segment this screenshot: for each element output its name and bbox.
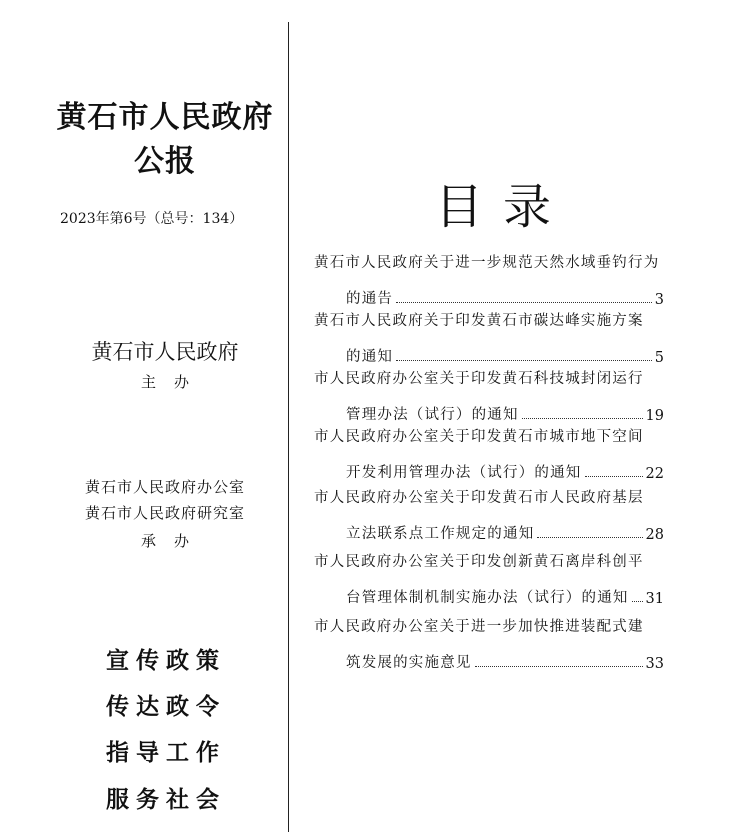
toc-entry-title-cont: 台管理体制机制实施办法（试行）的通知 [346,590,629,606]
gazette-subtitle: 公报 [134,144,196,179]
organizer-name: 黄石市人民政府研究室 [84,504,245,522]
toc-entry-title-cont: 管理办法（试行）的通知 [346,407,519,423]
organizer-name: 黄石市人民政府办公室 [84,478,245,496]
leader-dots [632,601,643,602]
slogan: 宣传政策 [106,647,226,674]
toc-entry-title: 市人民政府办公室关于印发黄石市城市地下空间 [314,429,644,445]
toc-entry-title-cont: 的通告 [346,291,394,307]
sponsor-name: 黄石市人民政府 [91,340,239,364]
toc-entry-title: 黄石市人民政府关于印发黄石市碳达峰实施方案 [314,313,644,329]
toc-entry[interactable] [314,252,664,308]
toc-entry-title: 市人民政府办公室关于印发黄石市人民政府基层 [314,490,644,506]
toc-entry-title: 市人民政府办公室关于印发创新黄石离岸科创平 [314,554,644,570]
table-of-contents [289,0,729,832]
toc-page-number: 19 [645,408,664,424]
toc-entry[interactable] [314,551,664,607]
slogan: 指导工作 [106,739,226,766]
gazette-title: 黄石市人民政府 [56,100,274,135]
slogan: 传达政令 [106,693,226,720]
leader-dots [396,360,652,361]
toc-entry-title-cont: 立法联系点工作规定的通知 [346,526,535,542]
cover-panel [0,0,288,832]
toc-page-number: 22 [645,466,664,482]
leader-dots [522,418,643,419]
toc-entry[interactable] [314,310,664,366]
toc-entry[interactable] [314,426,664,482]
toc-entry-title-cont: 筑发展的实施意见 [346,655,472,671]
toc-page-number: 5 [654,350,664,366]
toc-entry-title: 黄石市人民政府关于进一步规范天然水域垂钓行为 [314,255,660,271]
organizer-role: 承办 [140,532,207,550]
sponsor-role: 主办 [140,373,207,391]
issue-number: 2023年第6号（总号：134） [60,211,244,227]
toc-entry-title: 市人民政府办公室关于印发黄石科技城封闭运行 [314,371,644,387]
leader-dots [537,537,642,538]
toc-page-number: 3 [654,292,664,308]
toc-entry-title-cont: 开发利用管理办法（试行）的通知 [346,465,582,481]
leader-dots [475,666,643,667]
leader-dots [396,302,652,303]
toc-entry-title-cont: 的通知 [346,349,394,365]
toc-page-number: 28 [645,527,664,543]
toc-heading: 目录 [435,179,572,235]
toc-entry-title: 市人民政府办公室关于进一步加快推进装配式建 [314,619,644,635]
toc-page-number: 33 [645,656,664,672]
toc-entry[interactable] [314,368,664,424]
toc-page-number: 31 [645,591,664,607]
leader-dots [585,476,643,477]
toc-entry[interactable] [314,487,664,543]
slogan: 服务社会 [106,786,226,813]
toc-entry[interactable] [314,616,664,672]
